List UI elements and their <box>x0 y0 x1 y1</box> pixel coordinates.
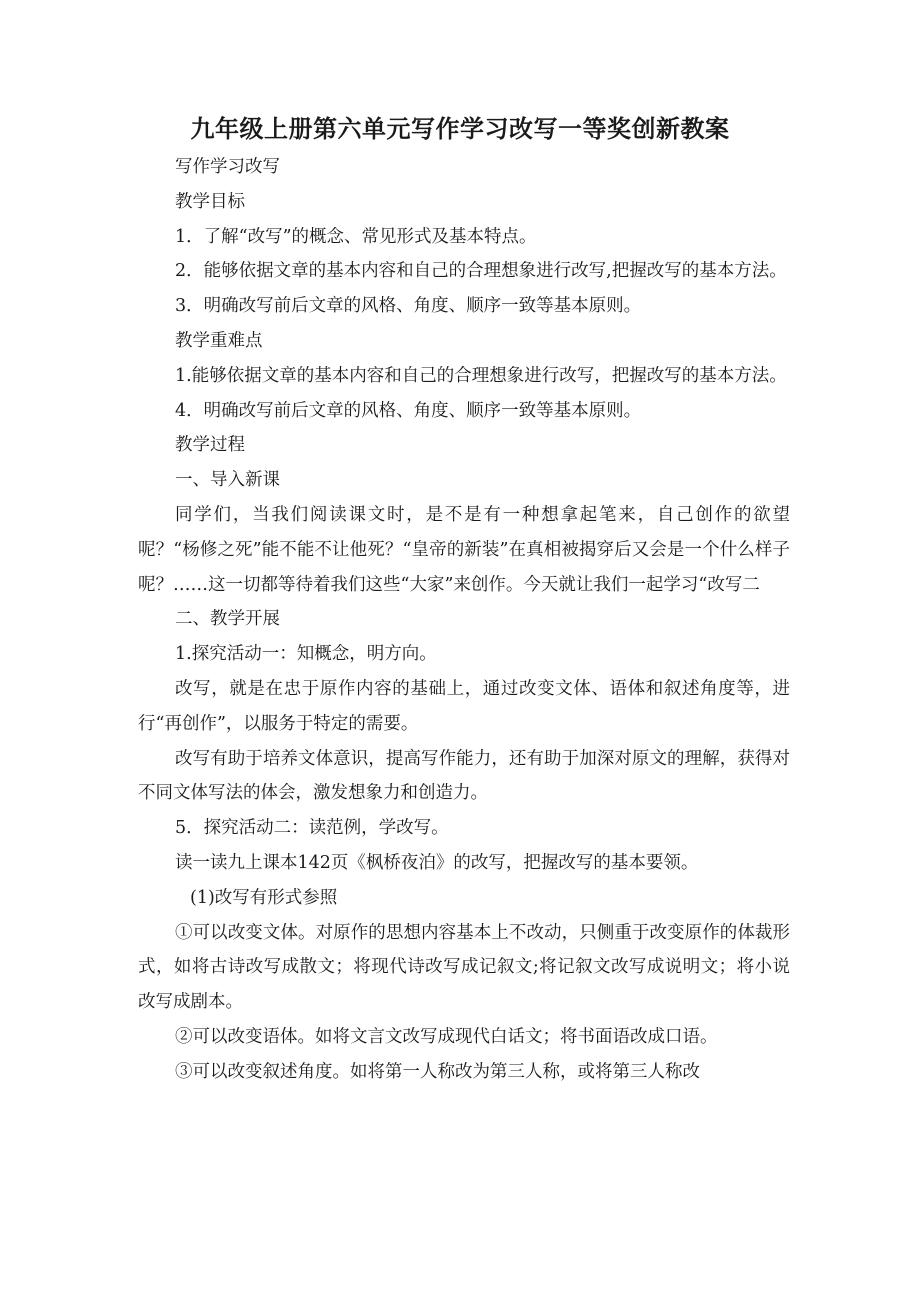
paragraph-activity-1: 1.探究活动一：知概念，明方向。 <box>175 644 437 665</box>
paragraph-change-perspective: ③可以改变叙述角度。如将第一人称改为第三人称，或将第三人称改 <box>175 1061 700 1082</box>
heading-objectives: 教学目标 <box>175 191 245 212</box>
heading-teaching: 二、教学开展 <box>175 609 280 630</box>
heading-intro: 一、导入新课 <box>175 470 280 491</box>
paragraph-objective-3: 3．明确改写前后文章的风格、角度、顺序一致等基本原则。 <box>175 296 642 317</box>
paragraph-change-register: ②可以改变语体。如将文言文改写成现代白话文；将书面语改成口语。 <box>175 1026 718 1047</box>
paragraph-intro: 同学们，当我们阅读课文时，是不是有一种想拿起笔来，自己创作的欲望呢？“杨修之死”能不能不让他死？“皇帝的新装”在真相被揭穿后又会是一个什么样子呢？……这一切都等待着我们这些“大家”来创作。今天就让我们一起学习“改写二 <box>138 504 790 595</box>
heading-key-points: 教学重难点 <box>175 330 263 351</box>
paragraph-activity-2: 5．探究活动二：读范例，学改写。 <box>175 818 449 839</box>
paragraph-form-reference: (1)改写有形式参照 <box>190 887 338 908</box>
paragraph-objective-1: 1．了解“改写”的概念、常见形式及基本特点。 <box>175 226 537 247</box>
paragraph-reading: 读一读九上课本142页《枫桥夜泊》的改写，把握改写的基本要领。 <box>175 852 699 873</box>
document-body <box>138 150 790 1090</box>
paragraph-key-point-2: 4．明确改写前后文章的风格、角度、顺序一致等基本原则。 <box>175 400 642 421</box>
paragraph-change-genre: ①可以改变文体。对原作的思想内容基本上不改动，只侧重于改变原作的体裁形式，如将古诗改写成散文；将现代诗改写成记叙文;将记叙文改写成说明文；将小说改写成剧本。 <box>138 922 790 1013</box>
document-title: 九年级上册第六单元写作学习改写一等奖创新教案 <box>190 115 730 143</box>
paragraph-objective-2: 2．能够依据文章的基本内容和自己的合理想象进行改写,把握改写的基本方法。 <box>175 261 787 282</box>
paragraph-benefits: 改写有助于培养文体意识，提高写作能力，还有助于加深对原文的理解，获得对不同文体写法的体会，激发想象力和创造力。 <box>138 748 790 804</box>
paragraph-subtitle: 写作学习改写 <box>175 157 280 177</box>
paragraph-key-point-1: 1.能够依据文章的基本内容和自己的合理想象进行改写，把握改写的基本方法。 <box>175 365 787 386</box>
heading-process: 教学过程 <box>175 435 245 456</box>
paragraph-definition: 改写，就是在忠于原作内容的基础上，通过改变文体、语体和叙述角度等，进行“再创作”，以服务于特定的需要。 <box>138 678 790 734</box>
